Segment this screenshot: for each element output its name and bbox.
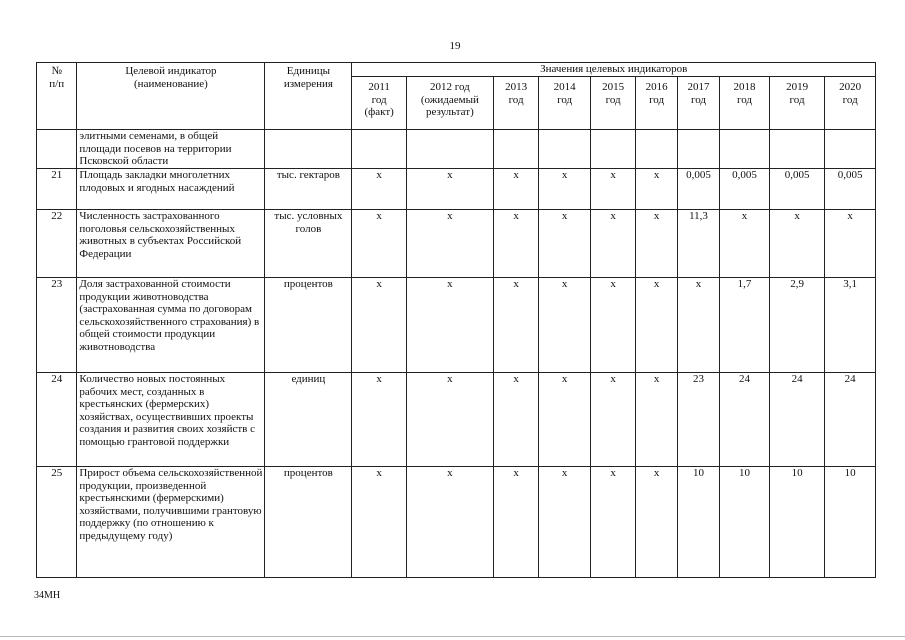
row-value: 23 [677,373,719,467]
row-value: 10 [720,467,770,578]
row-value: х [636,210,677,278]
row-value: х [539,210,591,278]
row-value [677,130,719,169]
row-value: х [539,373,591,467]
row-num: 21 [37,169,77,210]
row-value: х [352,169,407,210]
table-row [37,130,876,169]
row-unit: единиц [265,373,352,467]
row-value: 0,005 [677,169,719,210]
row-value: 2,9 [769,278,825,373]
row-num: 24 [37,373,77,467]
row-num: 25 [37,467,77,578]
row-value [636,130,677,169]
row-value: х [590,467,635,578]
row-indicator: Площадь закладки многолетних плодовых и ягодных насаждений [77,169,265,210]
row-value: х [636,467,677,578]
header-year: 2012 год (ожидаемый результат) [406,77,493,130]
row-indicator: Численность застрахованного поголовья сельскохозяйственных животных в субъектах Российской Федерации [77,210,265,278]
header-year: 2016 год [636,77,677,130]
row-value: 0,005 [720,169,770,210]
row-value: х [539,467,591,578]
row-value [352,130,407,169]
row-value: х [590,169,635,210]
row-value: х [406,467,493,578]
row-value: х [493,373,538,467]
row-num: 23 [37,278,77,373]
header-values: Значения целевых индикаторов [352,63,876,77]
row-unit: тыс. условных голов [265,210,352,278]
table-row [37,373,876,467]
row-value: 10 [769,467,825,578]
row-value: 10 [825,467,876,578]
row-value: х [539,278,591,373]
row-value: х [352,210,407,278]
header-num: № п/п [37,63,77,130]
row-value: х [493,467,538,578]
header-year: 2017 год [677,77,719,130]
row-value [769,130,825,169]
row-value: 1,7 [720,278,770,373]
row-value: 3,1 [825,278,876,373]
header-year: 2019 год [769,77,825,130]
table-row [37,169,876,210]
row-value [825,130,876,169]
row-indicator: Количество новых постоянных рабочих мест, созданных в крестьянских (фермерских) хозяйствах, осуществивших проекты создания и развития своих хозяйств с помощью грантовой поддержки [77,373,265,467]
header-year: 2011 год (факт) [352,77,407,130]
footer-code: 34МН [34,590,61,601]
table-row [37,467,876,578]
row-value: 24 [825,373,876,467]
header-year: 2013 год [493,77,538,130]
row-value: х [406,373,493,467]
row-value: х [769,210,825,278]
row-value: х [352,467,407,578]
row-indicator: Прирост объема сельскохозяйственной продукции, произведенной крестьянскими (фермерскими) хозяйствами, получившими грантовую поддержку (по отношению к предыдущему году) [77,467,265,578]
table-row [37,278,876,373]
row-value: х [636,278,677,373]
bottom-rule [0,636,905,637]
row-value: х [636,373,677,467]
row-value: 10 [677,467,719,578]
header-row [37,63,876,77]
row-value: 11,3 [677,210,719,278]
header-year: 2014 год [539,77,591,130]
row-value [493,130,538,169]
row-value: х [720,210,770,278]
row-indicator: Доля застрахованной стоимости продукции животноводства (застрахованная сумма по договорам сельскохозяйственного страхования) в общей стоимости продукции животноводства [77,278,265,373]
row-value: х [590,373,635,467]
row-value: 24 [769,373,825,467]
row-value [539,130,591,169]
indicators-table [36,62,876,578]
row-value: х [590,210,635,278]
row-value: х [677,278,719,373]
row-value [590,130,635,169]
row-value: х [539,169,591,210]
header-indicator: Целевой индикатор (наименование) [77,63,265,130]
header-year: 2020 год [825,77,876,130]
row-value [720,130,770,169]
row-value: х [352,373,407,467]
row-value: х [825,210,876,278]
row-unit: тыс. гектаров [265,169,352,210]
row-value: 0,005 [825,169,876,210]
row-num [37,130,77,169]
row-value: х [352,278,407,373]
row-value: х [493,278,538,373]
row-value: х [493,210,538,278]
header-units: Единицы измерения [265,63,352,130]
row-value: х [590,278,635,373]
row-unit [265,130,352,169]
page-number: 19 [449,40,461,52]
row-value: 0,005 [769,169,825,210]
header-year: 2015 год [590,77,635,130]
row-value: х [406,210,493,278]
row-unit: процентов [265,467,352,578]
row-num: 22 [37,210,77,278]
row-value: х [636,169,677,210]
table-row [37,210,876,278]
row-value: х [406,278,493,373]
header-year: 2018 год [720,77,770,130]
row-value: х [493,169,538,210]
row-value: 24 [720,373,770,467]
row-value [406,130,493,169]
row-unit: процентов [265,278,352,373]
row-indicator: элитными семенами, в общей площади посевов на территории Псковской области [77,130,265,169]
row-value: х [406,169,493,210]
